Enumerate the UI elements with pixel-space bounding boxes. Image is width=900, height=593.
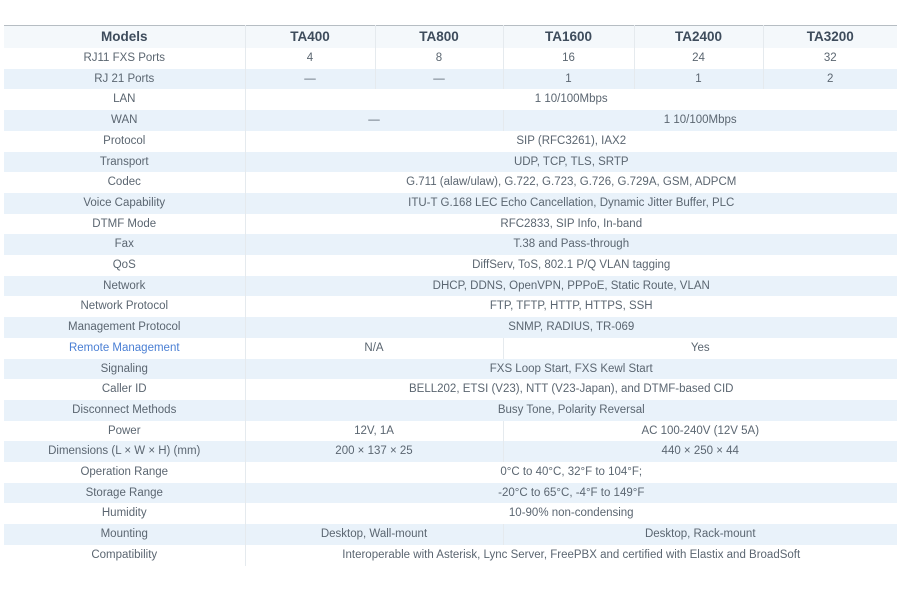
row-label: Voice Capability xyxy=(4,193,245,214)
table-row xyxy=(4,48,897,69)
cell-value: 0°C to 40°C, 32°F to 104°F; xyxy=(500,466,643,479)
cell-value: ITU-T G.168 LEC Echo Cancellation, Dynamic Jitter Buffer, PLC xyxy=(408,196,735,209)
table-row xyxy=(4,524,897,545)
cell-value: FXS Loop Start, FXS Kewl Start xyxy=(489,362,653,375)
row-label: Caller ID xyxy=(4,379,245,400)
cell-value: Desktop, Wall-mount xyxy=(245,524,503,545)
table-row xyxy=(4,172,897,193)
cell-value: -20°C to 65°C, -4°F to 149°F xyxy=(498,486,645,499)
cell-value: Yes xyxy=(690,341,710,354)
table-row xyxy=(4,131,897,152)
table-row xyxy=(4,89,897,110)
column-header-ta3200: TA3200 xyxy=(763,26,897,49)
cell-value: 10-90% non-condensing xyxy=(508,507,634,520)
row-label: Humidity xyxy=(4,503,245,524)
table-row xyxy=(4,379,897,400)
table-row xyxy=(4,483,897,504)
cell-value: 32 xyxy=(823,52,837,64)
row-label: Storage Range xyxy=(4,483,245,504)
table-row xyxy=(4,193,897,214)
cell-value: RFC2833, SIP Info, In-band xyxy=(500,217,643,230)
cell-value: DiffServ, ToS, 802.1 P/Q VLAN tagging xyxy=(472,259,671,272)
cell-value: 1 xyxy=(634,69,763,90)
table-row xyxy=(4,276,897,297)
cell-value: SIP (RFC3261), IAX2 xyxy=(516,134,627,147)
cell-value: 200 × 137 × 25 xyxy=(245,441,503,462)
row-label: Compatibility xyxy=(4,545,245,566)
cell-value: BELL202, ETSI (V23), NTT (V23-Japan), and DTMF-based CID xyxy=(409,383,734,396)
table-row xyxy=(4,255,897,276)
cell-value: 1 10/100Mbps xyxy=(534,93,608,106)
table-row xyxy=(4,462,897,483)
row-label: DTMF Mode xyxy=(4,214,245,235)
table-row xyxy=(4,441,897,462)
row-label: Mounting xyxy=(4,524,245,545)
row-label: Disconnect Methods xyxy=(4,400,245,421)
spec-comparison-section xyxy=(4,25,897,566)
table-row xyxy=(4,338,897,359)
row-label: Codec xyxy=(4,172,245,193)
cell-value: — xyxy=(245,69,375,90)
cell-value: SNMP, RADIUS, TR-069 xyxy=(508,321,635,334)
row-label-link[interactable]: Remote Management xyxy=(4,338,245,359)
row-label: QoS xyxy=(4,255,245,276)
row-label: Protocol xyxy=(4,131,245,152)
cell-value: FTP, TFTP, HTTP, HTTPS, SSH xyxy=(489,300,653,313)
row-label: Operation Range xyxy=(4,462,245,483)
row-label: Management Protocol xyxy=(4,317,245,338)
row-label: WAN xyxy=(4,110,245,131)
cell-value: 1 xyxy=(503,69,634,90)
row-label: Dimensions (L × W × H) (mm) xyxy=(4,441,245,462)
row-label: LAN xyxy=(4,89,245,110)
cell-value: 12V, 1A xyxy=(245,421,503,442)
cell-value: Desktop, Rack-mount xyxy=(644,528,756,541)
spec-table-body xyxy=(4,48,897,566)
table-row xyxy=(4,421,897,442)
cell-value: DHCP, DDNS, OpenVPN, PPPoE, Static Route, VLAN xyxy=(432,279,710,292)
row-label: Network Protocol xyxy=(4,296,245,317)
row-label: Power xyxy=(4,421,245,442)
table-row xyxy=(4,503,897,524)
table-row xyxy=(4,152,897,173)
table-row xyxy=(4,545,897,566)
table-row xyxy=(4,400,897,421)
cell-value: Interoperable with Asterisk, Lync Server, FreePBX and certified with Elastix and BroadSoft xyxy=(342,548,801,561)
column-header-ta1600: TA1600 xyxy=(503,26,634,49)
row-label: Signaling xyxy=(4,359,245,380)
cell-value: 8 xyxy=(375,48,503,69)
cell-value: AC 100-240V (12V 5A) xyxy=(641,424,760,437)
cell-value: — xyxy=(375,69,503,90)
row-label: Transport xyxy=(4,152,245,173)
table-row xyxy=(4,110,897,131)
column-header-ta400: TA400 xyxy=(245,26,375,49)
header-row xyxy=(4,26,897,49)
cell-value: G.711 (alaw/ulaw), G.722, G.723, G.726, G.729A, GSM, ADPCM xyxy=(406,176,737,189)
cell-value: T.38 and Pass-through xyxy=(513,238,630,251)
column-header-models: Models xyxy=(4,26,245,49)
cell-value: 440 × 250 × 44 xyxy=(661,445,739,458)
table-row xyxy=(4,69,897,90)
cell-value: — xyxy=(245,110,503,131)
cell-value: UDP, TCP, TLS, SRTP xyxy=(513,155,629,168)
cell-value: Busy Tone, Polarity Reversal xyxy=(497,403,645,416)
row-label: Network xyxy=(4,276,245,297)
column-header-ta800: TA800 xyxy=(375,26,503,49)
table-row xyxy=(4,214,897,235)
cell-value: 24 xyxy=(634,48,763,69)
table-row xyxy=(4,296,897,317)
row-label: RJ11 FXS Ports xyxy=(4,48,245,69)
cell-value: 2 xyxy=(827,72,834,85)
row-label: Fax xyxy=(4,234,245,255)
cell-value: N/A xyxy=(245,338,503,359)
cell-value: 4 xyxy=(245,48,375,69)
spec-comparison-table xyxy=(4,25,897,566)
table-row xyxy=(4,317,897,338)
table-row xyxy=(4,359,897,380)
row-label: RJ 21 Ports xyxy=(4,69,245,90)
column-header-ta2400: TA2400 xyxy=(634,26,763,49)
cell-value: 16 xyxy=(503,48,634,69)
cell-value: 1 10/100Mbps xyxy=(663,114,737,127)
table-row xyxy=(4,234,897,255)
